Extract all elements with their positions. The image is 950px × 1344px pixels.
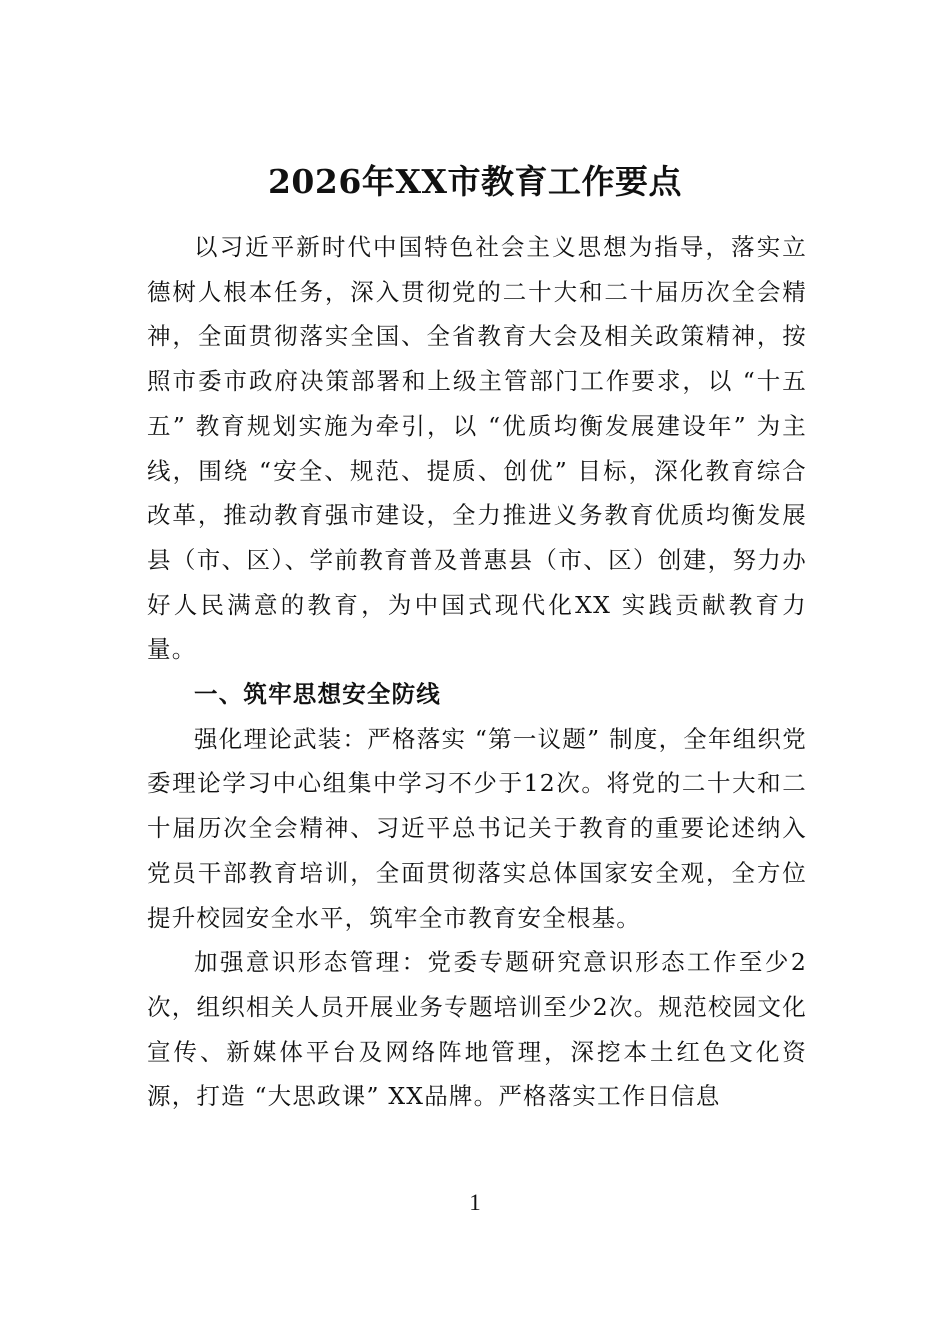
- section-paragraph-theory: 强化理论武装：严格落实 “第一议题” 制度，全年组织党委理论学习中心组集中学习不少于12次。将党的二十大和二十届历次全会精神、习近平总书记关于教育的重要论述纳入党员干部教育培训，全面贯彻落实总体国家安全观，全方位提升校园安全水平，筑牢全市教育安全根基。: [147, 724, 807, 932]
- page-number: 1: [469, 1190, 481, 1215]
- document-body: [147, 225, 807, 1119]
- section-paragraph-ideology: 加强意识形态管理：党委专题研究意识形态工作至少2次，组织相关人员开展业务专题培训至少2次。规范校园文化宣传、新媒体平台及网络阵地管理，深挖本土红色文化资源，打造 “大思政课” XX品牌。严格落实工作日信息: [147, 948, 807, 1111]
- intro-paragraph: 以习近平新时代中国特色社会主义思想为指导，落实立德树人根本任务，深入贯彻党的二十大和二十届历次全会精神，全面贯彻落实全国、全省教育大会及相关政策精神，按照市委市政府决策部署和上级主管部门工作要求，以 “十五五” 教育规划实施为牵引，以 “优质均衡发展建设年” 为主线，围绕 “安全、规范、提质、创优” 目标，深化教育综合改革，推动教育强市建设，全力推进义务教育优质均衡发展县（市、区）、学前教育普及普惠县（市、区）创建，努力办好人民满意的教育，为中国式现代化XX 实践贡献教育力量。: [147, 233, 807, 664]
- document-title: 2026年XX市教育工作要点: [267, 162, 683, 201]
- section-heading: 一、筑牢思想安全防线: [194, 680, 441, 709]
